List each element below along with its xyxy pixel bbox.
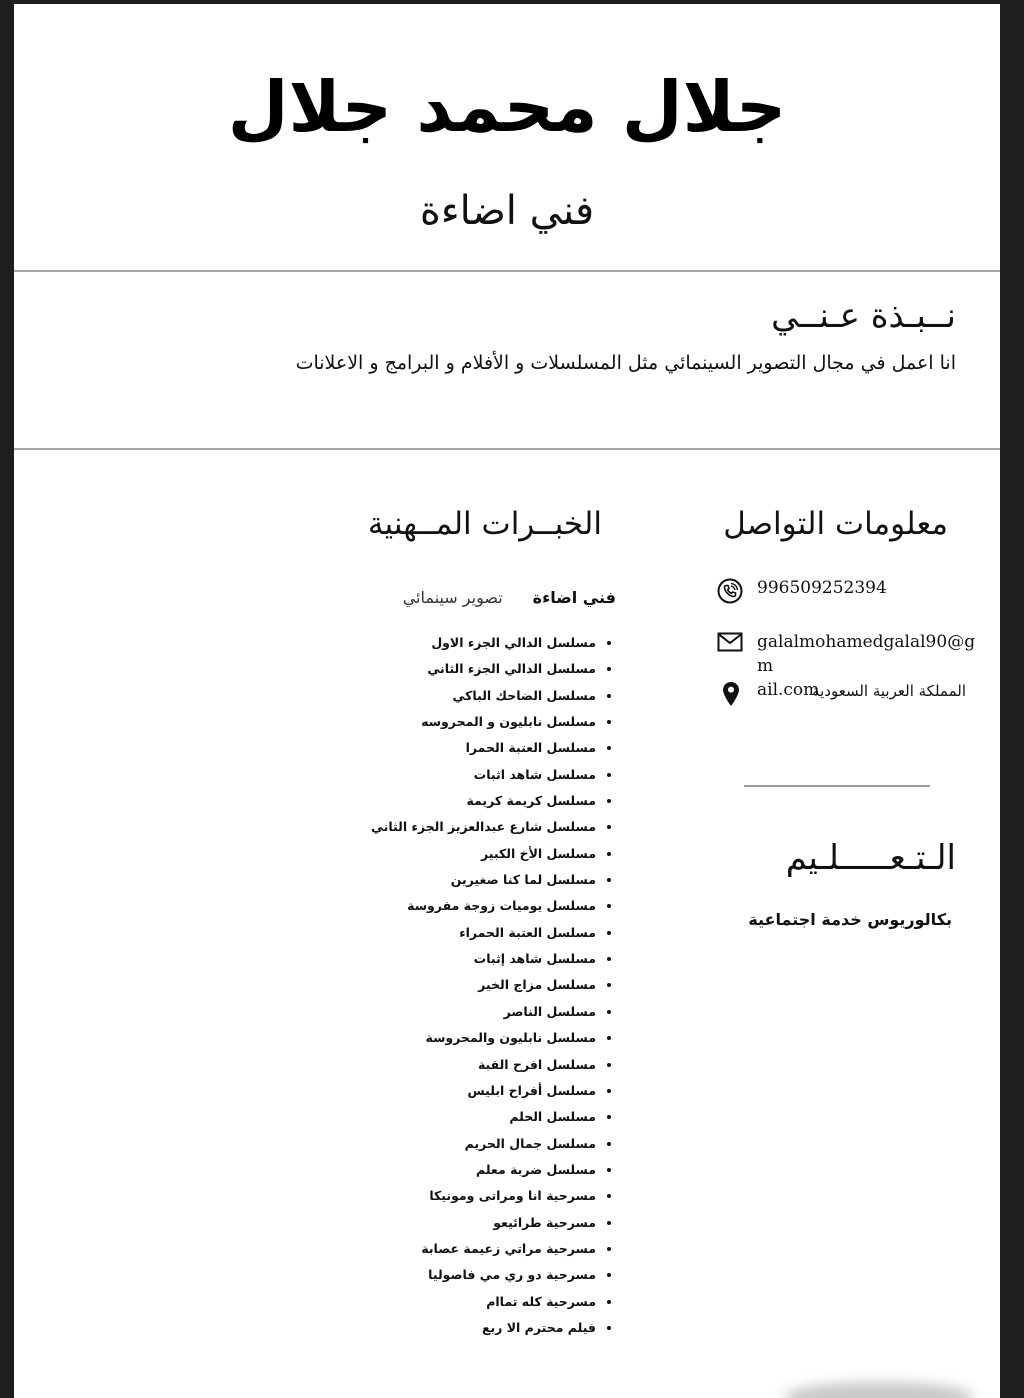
envelope-icon [717,632,743,652]
list-item: • مسلسل نابليون والمحروسة [371,1025,596,1051]
full-name: جلال محمد جلال [227,66,787,148]
list-item: • مسلسل شاهد إثبات [371,946,596,972]
cv-page [14,4,1000,1398]
email-line-2: ail.com [757,680,820,700]
list-item: • مسلسل شاهد اثبات [371,762,596,788]
experience-subtitle: تصوير سينمائي [402,588,503,607]
page-shadow [784,1382,974,1398]
location-text: المملكة العربية السعودية [812,682,966,700]
divider-top [14,270,1000,272]
email-line-1: galalmohamedgalal90@gm [757,632,976,676]
list-item: • مسلسل أفراح ابليس [371,1078,596,1104]
phone-icon [717,578,743,604]
experience-list [371,630,612,1341]
list-item: • مسرحية كله تماام [371,1289,596,1315]
list-item: • مسلسل شارع عبدالعزيز الجزء الثاني [371,814,596,840]
list-item: • مسلسل جمال الحريم [371,1131,596,1157]
list-item: • مسرحية انا ومراتى ومونيكا [371,1183,596,1209]
experience-role [403,588,616,607]
list-item: • مسرحية طرائيعو [371,1210,596,1236]
list-item: • مسلسل الناصر [371,999,596,1025]
list-item: • مسلسل الحلم [371,1104,596,1130]
location-pin-icon [722,681,740,707]
list-item: • مسلسل لما كنا صغيرين [371,867,596,893]
divider-middle [14,448,1000,450]
list-item: • فيلم محترم الا ربع [371,1315,596,1341]
list-item: • مسلسل كريمة كريمة [371,788,596,814]
list-item: • مسلسل مزاج الخير [371,972,596,998]
list-item: • مسلسل العتبة الحمرا [371,735,596,761]
list-item: • مسلسل الدالي الجزء الاول [371,630,596,656]
about-heading: نــبـذة عـنــي [771,296,956,336]
list-item: • مسلسل يوميات زوجة مفروسة [371,893,596,919]
list-item: • مسلسل الأخ الكبير [371,841,596,867]
job-title: فني اضاءة [419,188,595,234]
contact-heading: معلومات التواصل [723,506,948,542]
list-item: • مسرحية مراتي زعيمة عصابة [371,1236,596,1262]
list-item: • مسلسل نابليون و المحروسه [371,709,596,735]
list-item: • مسلسل ضربة معلم [371,1157,596,1183]
list-item: • مسلسل افرح القبة [371,1052,596,1078]
list-item: • مسرحية دو ري مي فاصوليا [371,1262,596,1288]
divider-contact [744,785,930,787]
education-degree: بكالوريوس خدمة اجتماعية [748,910,952,929]
experience-heading: الخبــرات المــهنية [367,506,602,542]
experience-title: فني اضاءة [532,588,616,607]
list-item: • مسلسل الدالي الجزء الثاني [371,656,596,682]
list-item: • مسلسل الضاحك الباكي [371,683,596,709]
list-item: • مسلسل العتبة الحمراء [371,920,596,946]
phone-number: 996509252394 [757,578,887,598]
about-text: انا اعمل في مجال التصوير السينمائي مثل المسلسلات و الأفلام و البرامج و الاعلانات [295,352,956,374]
education-heading: الـتـعـــــلـيم [785,838,956,878]
